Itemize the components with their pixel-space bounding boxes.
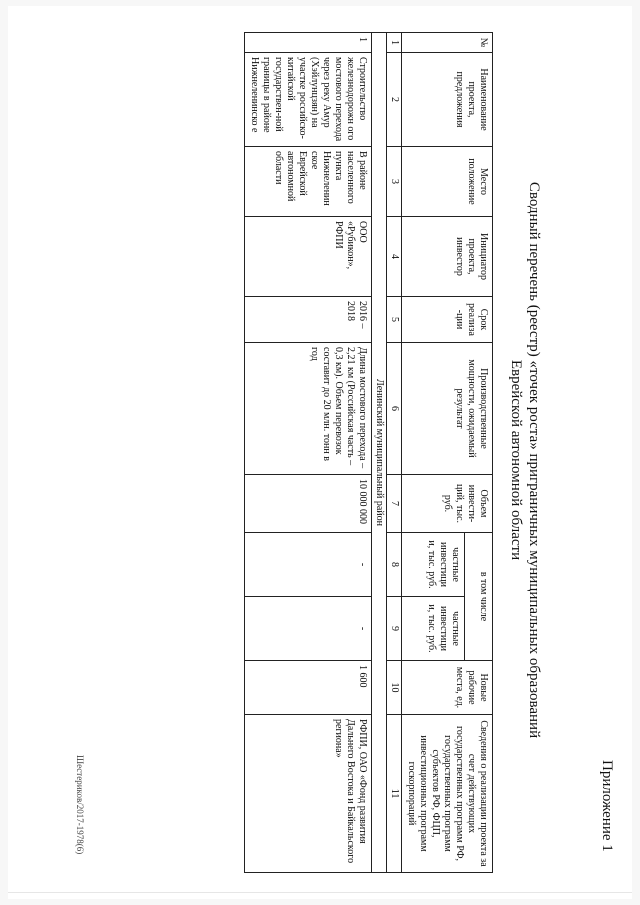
row-name: Строительство железнодорожн ого мостового перехода через реку Амур (Хэйлунцзян) на участке российско-китайской государствен-ной границы в районе Нижнеленинско е (245, 53, 372, 147)
column-number: 1 (387, 33, 402, 53)
column-number: 7 (387, 475, 402, 533)
document-title (507, 30, 543, 890)
header-jobs: Новые рабочие места, ед. (402, 661, 493, 715)
section-title: Ленинский муниципальный район (372, 33, 387, 873)
table-row (245, 33, 372, 873)
header-volume: Объем инвести- ций, тыс. руб. (402, 475, 493, 533)
rotated-landscape-page (15, 20, 635, 890)
header-initiator: Инициатор проекта, инвестор (402, 217, 493, 297)
scan-artifact-line (8, 892, 632, 893)
column-number: 5 (387, 297, 402, 343)
column-number: 10 (387, 661, 402, 715)
column-number: 9 (387, 597, 402, 661)
header-private-2: частные инвестици и, тыс. руб. (402, 597, 465, 661)
row-initiator: ООО «Рубикон», РФПИ (245, 217, 372, 297)
row-jobs: 1 600 (245, 661, 372, 715)
row-volume: 10 000 000 (245, 475, 372, 533)
row-term: 2016 – 2018 (245, 297, 372, 343)
title-line-2: Еврейской автономной области (508, 359, 524, 561)
row-private-1: - (245, 533, 372, 597)
row-programs: РФПИ, ОАО «Фонд развития Дальнего Востока и Байкальского региона» (245, 715, 372, 873)
title-line-1: Сводный перечень (реестр) «точек роста» приграничных муниципальных образований (526, 181, 542, 739)
row-location: В районе населенного пункта Нижнеленин ское Еврейской автономной области (245, 147, 372, 217)
header-term: Срок реализа -ции (402, 297, 493, 343)
header-programs: Сведения о реализации проекта за счет действующих государственных программ РФ, государственных программ субъектов РФ, ФЦП, инвестиционных программ госкорпораций (402, 715, 493, 873)
row-private-2: - (245, 597, 372, 661)
column-number: 3 (387, 147, 402, 217)
header-capacity: Производственные мощности, ожидаемый результат (402, 343, 493, 475)
header-number: № (402, 33, 493, 53)
section-row (372, 33, 387, 873)
appendix-label: Приложение 1 (599, 760, 615, 852)
header-row (465, 33, 493, 873)
column-number-row (387, 33, 402, 873)
row-capacity: Длина мостового перехода – 2,21 км (Российская часть – 0,3 км). Объем перевозок составит до 20 млн. тонн в год (245, 343, 372, 475)
header-group: в том числе (465, 533, 493, 661)
column-number: 11 (387, 715, 402, 873)
column-number: 6 (387, 343, 402, 475)
header-name: Наименование проекта, предложения (402, 53, 493, 147)
registry-table (244, 32, 493, 873)
column-number: 4 (387, 217, 402, 297)
header-private-1: частные инвестици и, тыс. руб. (402, 533, 465, 597)
column-number: 8 (387, 533, 402, 597)
footer-reference: Шестериков/2017-1978(6) (75, 755, 85, 855)
row-number: 1 (245, 33, 372, 53)
header-location: Место положение (402, 147, 493, 217)
column-number: 2 (387, 53, 402, 147)
